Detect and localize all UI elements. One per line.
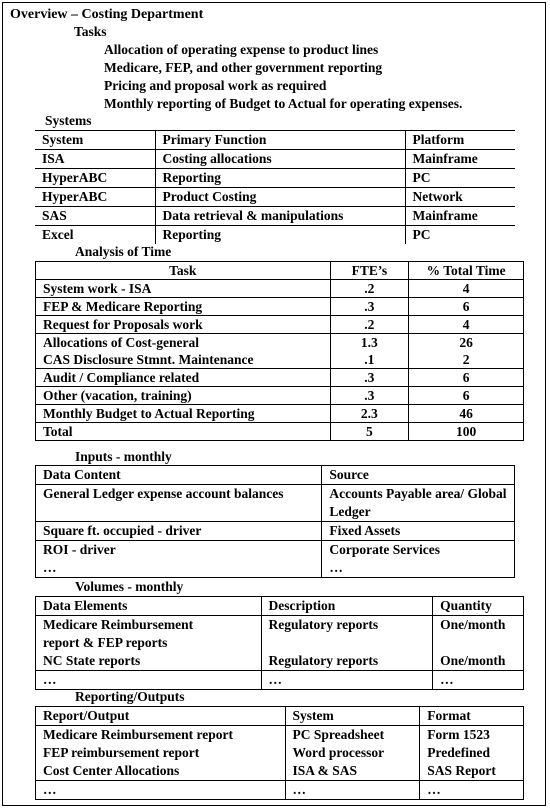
table-header-row [36, 466, 515, 485]
table-cell: Excel [42, 227, 74, 242]
table-cell: Total [36, 423, 331, 441]
table-cell: … [322, 559, 515, 578]
task-item: Allocation of operating expense to product lines [104, 42, 379, 57]
table-row [36, 634, 524, 652]
table-cell: FEP & Medicare Reporting [36, 298, 331, 316]
task-item: Medicare, FEP, and other government reporting [104, 60, 383, 75]
table-cell: Mainframe [405, 150, 515, 169]
table-cell: PC [405, 226, 515, 245]
table-cell: Corporate Services [322, 541, 515, 560]
table-row [36, 744, 524, 762]
task-item: Pricing and proposal work as required [104, 78, 327, 93]
systems-table [35, 130, 515, 244]
table-row [36, 671, 524, 690]
table-row [36, 559, 515, 578]
table-cell: 5 [330, 423, 409, 441]
column-header: Report/Output [36, 707, 286, 726]
table-cell: Regulatory reports [261, 616, 433, 635]
table-cell: Cost Center Allocations [36, 762, 286, 781]
table-cell: Other (vacation, training) [36, 387, 331, 405]
table-row [36, 298, 524, 316]
table-row [36, 762, 524, 781]
table-cell: Regulatory reports [261, 652, 433, 671]
volumes-heading: Volumes - monthly [75, 579, 184, 594]
table-cell: Data retrieval & manipulations [155, 207, 405, 226]
table-cell: ISA & SAS [285, 762, 420, 781]
page-title: Overview – Costing Department [10, 7, 204, 22]
table-cell: Medicare Reimbursement [36, 616, 262, 635]
table-row [36, 726, 524, 745]
table-cell: … [36, 671, 262, 690]
table-cell: 46 [409, 405, 524, 423]
systems-heading: Systems [45, 113, 92, 128]
table-cell: Form 1523 [420, 726, 524, 745]
table-cell: SAS Report [420, 762, 524, 781]
table-cell: PC [405, 169, 515, 188]
table-cell: 6 [409, 369, 524, 387]
column-header: Platform [405, 131, 515, 150]
column-header: Quantity [433, 597, 524, 616]
table-cell: 2 [409, 351, 524, 369]
table-cell: 1.3 [330, 334, 409, 352]
table-row [36, 351, 524, 369]
table-cell: 26 [409, 334, 524, 352]
column-header: Source [322, 466, 515, 485]
table-cell: 4 [409, 316, 524, 334]
time-analysis-table [35, 261, 524, 441]
table-cell: Square ft. occupied - driver [36, 522, 322, 541]
column-header: % Total Time [409, 262, 524, 280]
table-cell: SAS [35, 207, 155, 226]
table-cell: General Ledger expense account balances [36, 485, 322, 522]
table-cell: … [433, 671, 524, 690]
column-header: Description [261, 597, 433, 616]
table-total-row [36, 423, 524, 441]
table-cell: 2.3 [330, 405, 409, 423]
table-cell: .3 [330, 298, 409, 316]
table-cell: 6 [409, 298, 524, 316]
table-row [36, 316, 524, 334]
column-header: System [285, 707, 420, 726]
table-cell: HyperABC [35, 169, 155, 188]
column-header: Primary Function [155, 131, 405, 150]
table-cell: One/month [433, 652, 524, 671]
table-cell: report & FEP reports [36, 634, 262, 652]
table-cell: 4 [409, 280, 524, 298]
table-cell: PC Spreadsheet [285, 726, 420, 745]
table-row [36, 405, 524, 423]
tasks-heading: Tasks [74, 24, 107, 39]
column-header: Task [36, 262, 331, 280]
table-row [36, 334, 524, 352]
task-item: Monthly reporting of Budget to Actual for operating expenses. [104, 96, 463, 111]
table-cell: 100 [409, 423, 524, 441]
table-header-row [36, 262, 524, 280]
inputs-table [35, 465, 515, 578]
table-row [35, 188, 515, 207]
table-cell [433, 634, 524, 652]
table-row [35, 226, 515, 245]
table-cell: Word processor [285, 744, 420, 762]
table-row [36, 369, 524, 387]
column-header: Data Elements [36, 597, 262, 616]
table-cell: Audit / Compliance related [36, 369, 331, 387]
table-cell: Product Costing [155, 188, 405, 207]
table-cell: .3 [330, 369, 409, 387]
table-cell: .2 [330, 316, 409, 334]
table-cell: One/month [433, 616, 524, 635]
table-row [35, 150, 515, 169]
table-cell: CAS Disclosure Stmnt. Maintenance [36, 351, 331, 369]
table-cell: Allocations of Cost-general [36, 334, 331, 352]
table-cell: … [285, 781, 420, 800]
table-cell: Medicare Reimbursement report [36, 726, 286, 745]
table-row [35, 207, 515, 226]
table-cell: 6 [409, 387, 524, 405]
column-header: FTE’s [330, 262, 409, 280]
table-cell: Monthly Budget to Actual Reporting [36, 405, 331, 423]
table-row [36, 280, 524, 298]
table-header-row [36, 597, 524, 616]
table-cell: … [36, 559, 322, 578]
volumes-table [35, 596, 524, 690]
table-cell: .3 [330, 387, 409, 405]
table-cell [261, 634, 433, 652]
table-row [36, 387, 524, 405]
table-cell: Predefined [420, 744, 524, 762]
table-header-row [36, 707, 524, 726]
table-cell: .1 [330, 351, 409, 369]
table-cell: Fixed Assets [322, 522, 515, 541]
inputs-heading: Inputs - monthly [75, 449, 172, 464]
table-cell: .2 [330, 280, 409, 298]
table-cell: NC State reports [36, 652, 262, 671]
table-row [36, 781, 524, 800]
time-heading: Analysis of Time [75, 244, 172, 259]
column-header: Data Content [36, 466, 322, 485]
table-cell: … [420, 781, 524, 800]
table-cell: Reporting [155, 226, 405, 245]
table-cell: System work - ISA [36, 280, 331, 298]
table-row [36, 616, 524, 635]
table-cell: … [261, 671, 433, 690]
table-cell: … [36, 781, 286, 800]
table-row [36, 652, 524, 671]
table-row [36, 541, 515, 560]
table-row [36, 522, 515, 541]
table-cell: Mainframe [405, 207, 515, 226]
table-cell: ISA [35, 150, 155, 169]
table-cell: Network [405, 188, 515, 207]
reporting-heading: Reporting/Outputs [75, 689, 185, 704]
table-cell: Reporting [155, 169, 405, 188]
table-cell: HyperABC [35, 188, 155, 207]
table-cell: ROI - driver [36, 541, 322, 560]
reporting-outputs-table [35, 706, 524, 800]
column-header: System [35, 131, 155, 150]
table-cell: Accounts Payable area/ Global Ledger [322, 485, 515, 522]
table-row [35, 169, 515, 188]
table-cell: FEP reimbursement report [36, 744, 286, 762]
table-row [36, 485, 515, 522]
table-header-row [35, 131, 515, 150]
column-header: Format [420, 707, 524, 726]
table-cell: Request for Proposals work [36, 316, 331, 334]
table-cell: Costing allocations [155, 150, 405, 169]
